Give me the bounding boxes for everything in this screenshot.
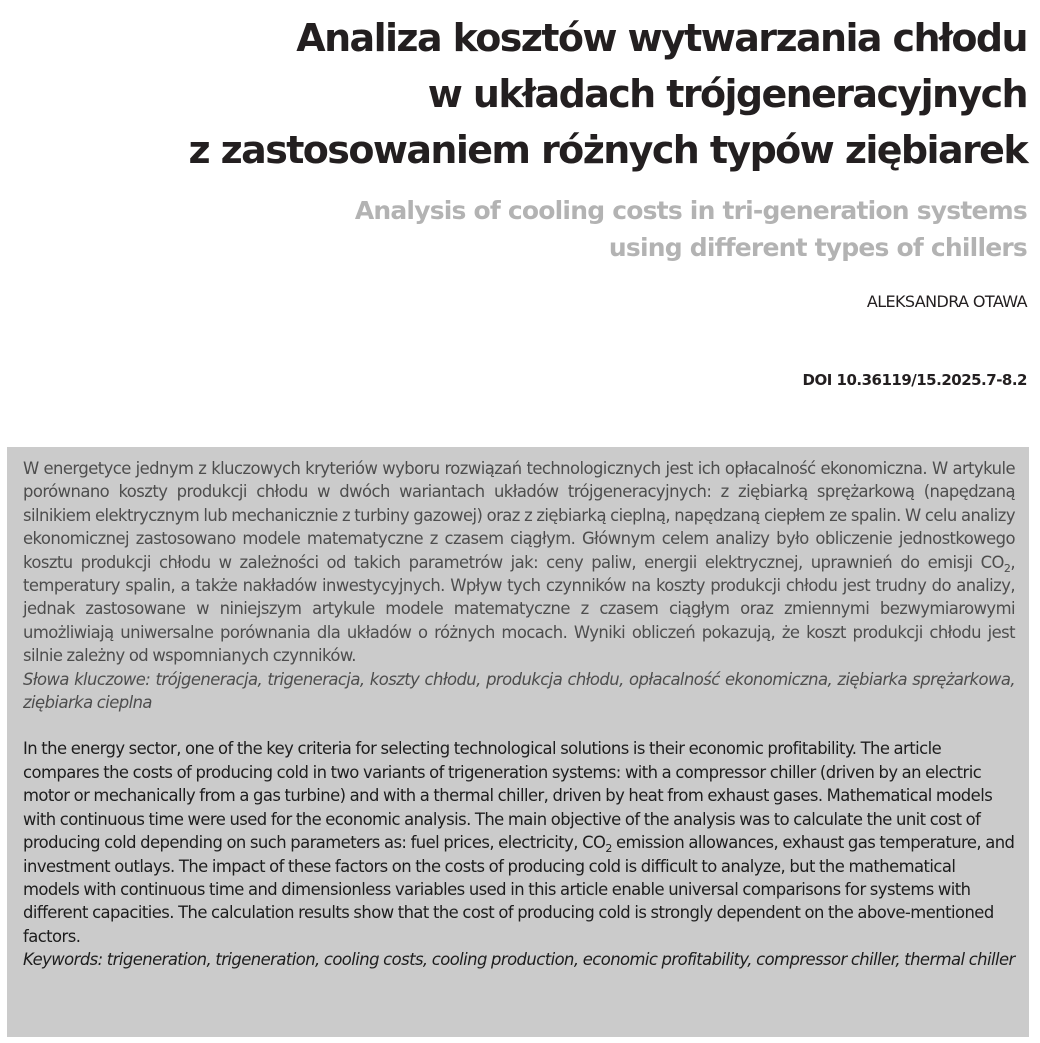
keywords-english: Keywords: trigeneration, trigeneration, cooling costs, cooling production, economic profitability, compressor chiller, thermal chiller <box>23 950 1015 970</box>
abstract-polish <box>23 457 1015 714</box>
title-block <box>189 10 1028 266</box>
title-english-line: using different types of chillers <box>608 233 1027 262</box>
abstract-english <box>23 737 1015 971</box>
abstract-english-text: In the energy sector, one of the key criteria for selecting technological solutions is their economic profitability. The article compares the costs of producing cold in two variants of trigeneration systems: with a compressor chiller (driven by an electric motor or mechanically from a gas turbine) and with a thermal chiller, driven by heat from exhaust gases. Mathematical models with continuous time were used for the economic analysis. The main objective of the analysis was to calculate the unit cost of producing cold depending on such parameters as: fuel prices, electricity, CO <box>23 739 993 853</box>
title-polish-line: w układach trójgeneracyjnych <box>427 72 1027 116</box>
keywords-polish: Słowa kluczowe: trójgeneracja, trigeneracja, koszty chłodu, produkcja chłodu, opłacalność ekonomiczna, ziębiarka sprężarkowa, ziębiarka cieplna <box>23 669 1015 713</box>
abstract-polish-text: , temperatury spalin, a także nakładów inwestycyjnych. Wpływ tych czynników na koszty produkcji chłodu jest trudny do analizy, jednak zastosowane w niniejszym artykule modele matematyczne z czasem ciągłym oraz zmiennymi bezwymiarowymi umożliwiają uniwersalne porównania dla układów o różnych mocach. Wyniki obliczeń pokazują, że koszt produkcji chłodu jest silnie zależny od wspomnianych czynników. <box>23 552 1015 666</box>
title-polish <box>189 10 1028 178</box>
title-english <box>189 192 1028 266</box>
title-polish-line: z zastosowaniem różnych typów ziębiarek <box>188 128 1027 172</box>
title-polish-line: Analiza kosztów wytwarzania chłodu <box>296 16 1027 60</box>
abstract-polish-text: W energetyce jednym z kluczowych kryteriów wyboru rozwiązań technologicznych jest ich opłacalność ekonomiczna. W artykule porównano koszty produkcji chłodu w dwóch wariantach układów trójgeneracyjnych: z ziębiarką sprężarkową (napędzaną silnikiem elektrycznym lub mechanicznie z turbiny gazowej) oraz z ziębiarką cieplną, napędzaną ciepłem ze spalin. W celu analizy ekonomicznej zastosowano modele matematyczne z czasem ciągłym. Głównym celem analizy było obliczenie jednostkowego kosztu produkcji chłodu w zależności od takich parametrów jak: ceny paliw, energii elektrycznej, uprawnień do emisji CO <box>23 459 1015 572</box>
abstract-box <box>7 447 1029 1037</box>
abstract-english-text: emission allowances, exhaust gas temperature, and investment outlays. The impact of these factors on the costs of producing cold is difficult to analyze, but the mathematical models with continuous time and dimensionless variables used in this article enable universal comparisons for systems with different capacities. The calculation results show that the cost of producing cold is strongly dependent on the above-mentioned factors. <box>23 833 1015 946</box>
title-english-line: Analysis of cooling costs in tri-generation systems <box>354 196 1027 225</box>
co2-subscript: 2 <box>605 842 612 856</box>
doi-label: DOI 10.36119/15.2025.7-8.2 <box>802 371 1027 389</box>
author-name: ALEKSANDRA OTAWA <box>866 292 1027 311</box>
co2-subscript: 2 <box>1003 561 1011 575</box>
